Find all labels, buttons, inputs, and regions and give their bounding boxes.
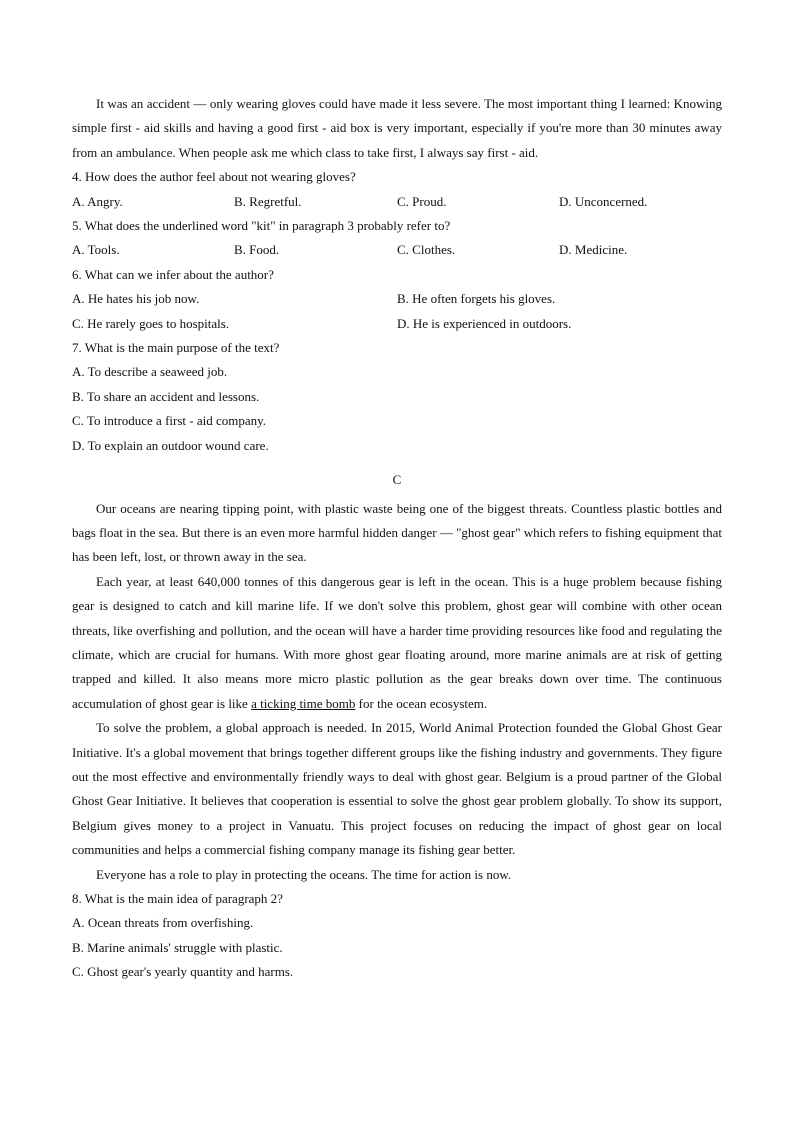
q6-option-b[interactable]: B. He often forgets his gloves. bbox=[397, 291, 556, 307]
paragraph-2-text-after: for the ocean ecosystem. bbox=[355, 695, 488, 711]
q4-option-c[interactable]: C. Proud. bbox=[397, 193, 447, 209]
q8-option-b[interactable]: B. Marine animals' struggle with plastic. bbox=[72, 939, 283, 955]
q4-option-a[interactable]: A. Angry. bbox=[72, 193, 123, 209]
q7-option-c[interactable]: C. To introduce a first - aid company. bbox=[72, 413, 267, 429]
question-5-stem: 5. What does the underlined word "kit" in paragraph 3 probably refer to? bbox=[72, 218, 451, 234]
q4-option-d[interactable]: D. Unconcerned. bbox=[559, 193, 648, 209]
section-c-heading: C bbox=[392, 472, 402, 488]
q7-option-b[interactable]: B. To share an accident and lessons. bbox=[72, 388, 260, 404]
q8-option-c[interactable]: C. Ghost gear's yearly quantity and harms. bbox=[72, 964, 294, 980]
q6-option-c[interactable]: C. He rarely goes to hospitals. bbox=[72, 315, 230, 331]
q5-option-b[interactable]: B. Food. bbox=[234, 242, 280, 258]
q6-option-a[interactable]: A. He hates his job now. bbox=[72, 291, 200, 307]
q8-option-a[interactable]: A. Ocean threats from overfishing. bbox=[72, 915, 254, 931]
q5-option-a[interactable]: A. Tools. bbox=[72, 242, 120, 258]
exam-page bbox=[72, 92, 722, 985]
passage-c-paragraph-4: Everyone has a role to play in protecting the oceans. The time for action is now. bbox=[96, 866, 512, 882]
q6-option-d[interactable]: D. He is experienced in outdoors. bbox=[397, 315, 572, 331]
q7-option-a[interactable]: A. To describe a seaweed job. bbox=[72, 364, 228, 380]
passage-b-ending-paragraph: It was an accident — only wearing gloves could have made it less severe. The most important thing I learned: Knowing simple first - aid skills and having a good first - aid box is very important, especially if you're more than 30 minutes away from an ambulance. When people ask me which class to take first, I always say first - aid. bbox=[72, 96, 722, 160]
question-6-stem: 6. What can we infer about the author? bbox=[72, 266, 274, 282]
q7-option-d[interactable]: D. To explain an outdoor wound care. bbox=[72, 437, 269, 453]
q5-option-c[interactable]: C. Clothes. bbox=[397, 242, 456, 258]
paragraph-2-text-before: Each year, at least 640,000 tonnes of this dangerous gear is left in the ocean. This is a huge problem because fishing gear is designed to catch and kill marine life. If we don't solve this problem, ghost gear will combine with other ocean threats, like overfishing and pollution, and the ocean will have a harder time providing resources like food and regulating the climate, which are crucial for humans. With more ghost gear floating around, more marine animals are at risk of getting trapped and killed. It also means more micro plastic pollution as the gear breaks down over time. The continuous accumulation of ghost gear is like bbox=[72, 573, 722, 711]
question-4-stem: 4. How does the author feel about not wearing gloves? bbox=[72, 169, 356, 185]
question-8-stem: 8. What is the main idea of paragraph 2? bbox=[72, 891, 283, 906]
passage-c-paragraph-3: To solve the problem, a global approach is needed. In 2015, World Animal Protection founded the Global Ghost Gear Initiative. It's a global movement that brings together different groups like the fishing industry and governments. They figure out the most effective and environmentally friendly ways to deal with ghost gear. Belgium is a proud partner of the Global Ghost Gear Initiative. It believes that cooperation is essential to solve the ghost gear problem globally. To show its support, Belgium gives money to a project in Vanuatu. This project focuses on reducing the impact of ghost gear on local communities and helps a commercial fishing company manage its fishing gear better. bbox=[72, 720, 722, 858]
question-6-options-row2 bbox=[72, 312, 722, 336]
passage-c-paragraph-1: Our oceans are nearing tipping point, with plastic waste being one of the biggest threats. Countless plastic bottles and bags float in the sea. But there is an even more harmful hidden danger — "ghost gear" which refers to fishing equipment that has been left, lost, or thrown away in the sea. bbox=[72, 500, 722, 565]
question-5-options bbox=[72, 238, 722, 262]
question-6-options-row1 bbox=[72, 287, 722, 311]
q4-option-b[interactable]: B. Regretful. bbox=[234, 193, 302, 209]
q5-option-d[interactable]: D. Medicine. bbox=[559, 242, 628, 258]
question-4-options bbox=[72, 190, 722, 214]
question-7-stem: 7. What is the main purpose of the text? bbox=[72, 340, 280, 356]
passage-c-paragraph-2 bbox=[72, 570, 722, 716]
underlined-phrase: a ticking time bomb bbox=[251, 695, 356, 711]
